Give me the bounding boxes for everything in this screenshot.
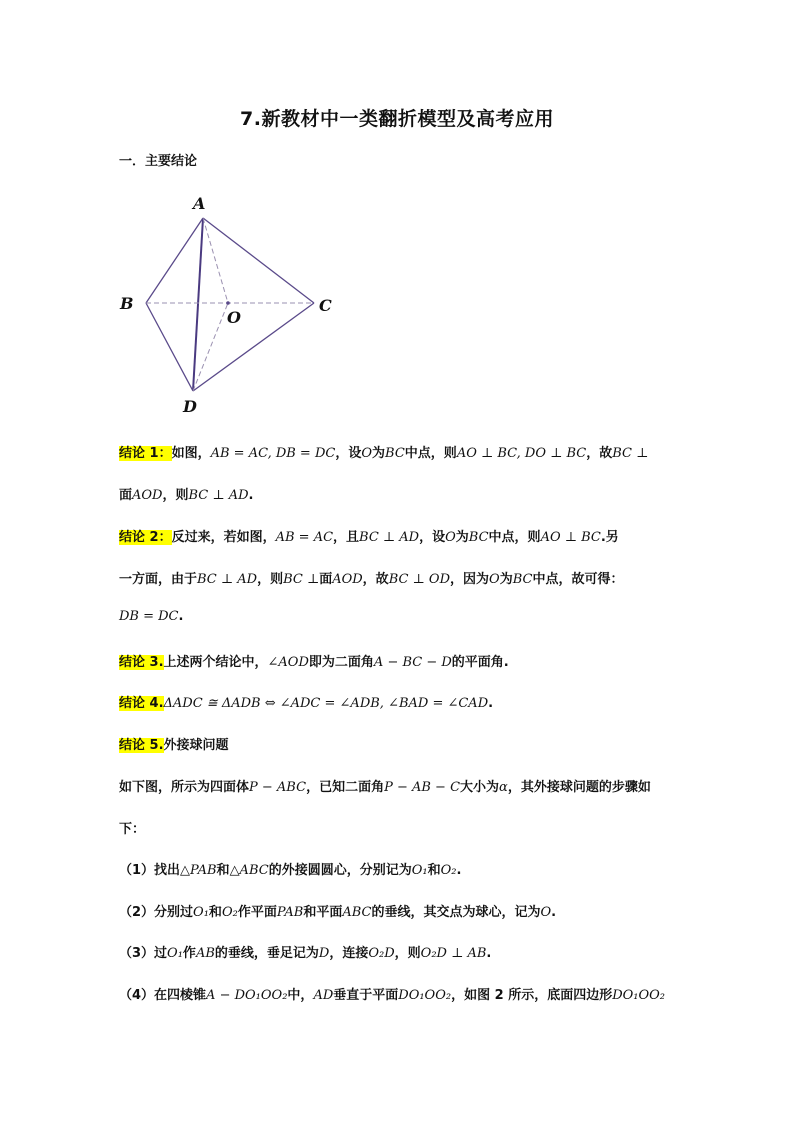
step-2: （2）分别过O₁和O₂作平面PAB和平面ABC的垂线，其交点为球心，记为O.: [119, 905, 557, 920]
conclusion-3-label: 结论 3.: [119, 655, 164, 670]
label-d: D: [183, 397, 197, 416]
page-title: 7.新教材中一类翻折模型及高考应用: [240, 108, 554, 130]
step-1: （1）找出△PAB和△ABC的外接圆圆心，分别记为O₁和O₂.: [119, 863, 462, 878]
conclusion-2-label: 结论 2：: [119, 530, 172, 545]
label-a: A: [193, 194, 206, 213]
conclusion-1-line-2: 面AOD，则BC ⊥ AD.: [119, 488, 254, 503]
section-heading: 一．主要结论: [119, 154, 198, 169]
conclusion-2-line-1: 结论 2：反过来，若如图，AB = AC，且BC ⊥ AD，设O为BC中点，则AO ⊥ BC.另: [119, 530, 619, 545]
step-4: （4）在四棱锥A − DO₁OO₂中，AD垂直于平面DO₁OO₂，如图 2 所示，底面四边形DO₁OO₂: [119, 988, 666, 1003]
conclusion-5-label: 结论 5.: [119, 738, 164, 753]
conclusion-4: 结论 4.ΔADC ≅ ΔADB ⇔ ∠ADC = ∠ADB, ∠BAD = ∠CAD.: [119, 696, 494, 711]
conclusion-4-label: 结论 4.: [119, 696, 164, 711]
step-3: （3）过O₁作AB的垂线，垂足记为D，连接O₂D，则O₂D ⊥ AB.: [119, 946, 492, 961]
conclusion-2-line-3: DB = DC.: [119, 609, 184, 624]
conclusion-1-line-1: 结论 1：如图，AB = AC, DB = DC，设O为BC中点，则AO ⊥ BC, DO ⊥ BC，故BC ⊥: [119, 446, 649, 461]
label-c: C: [319, 296, 332, 315]
label-o: O: [227, 308, 241, 327]
paragraph-line-2: 下：: [119, 822, 146, 837]
conclusion-2-line-2: 一方面，由于BC ⊥ AD，则BC ⊥面AOD，故BC ⊥ OD，因为O为BC中点，故可得：: [119, 572, 624, 587]
conclusion-5: 结论 5.外接球问题: [119, 738, 229, 753]
conclusion-1-label: 结论 1：: [119, 446, 172, 461]
label-b: B: [120, 294, 134, 313]
conclusion-3: 结论 3.上述两个结论中，∠AOD即为二面角A − BC − D的平面角.: [119, 655, 509, 670]
tetrahedron-figure: [112, 186, 352, 418]
paragraph-line-1: 如下图，所示为四面体P − ABC，已知二面角P − AB − C大小为α，其外接球问题的步骤如: [119, 780, 651, 795]
